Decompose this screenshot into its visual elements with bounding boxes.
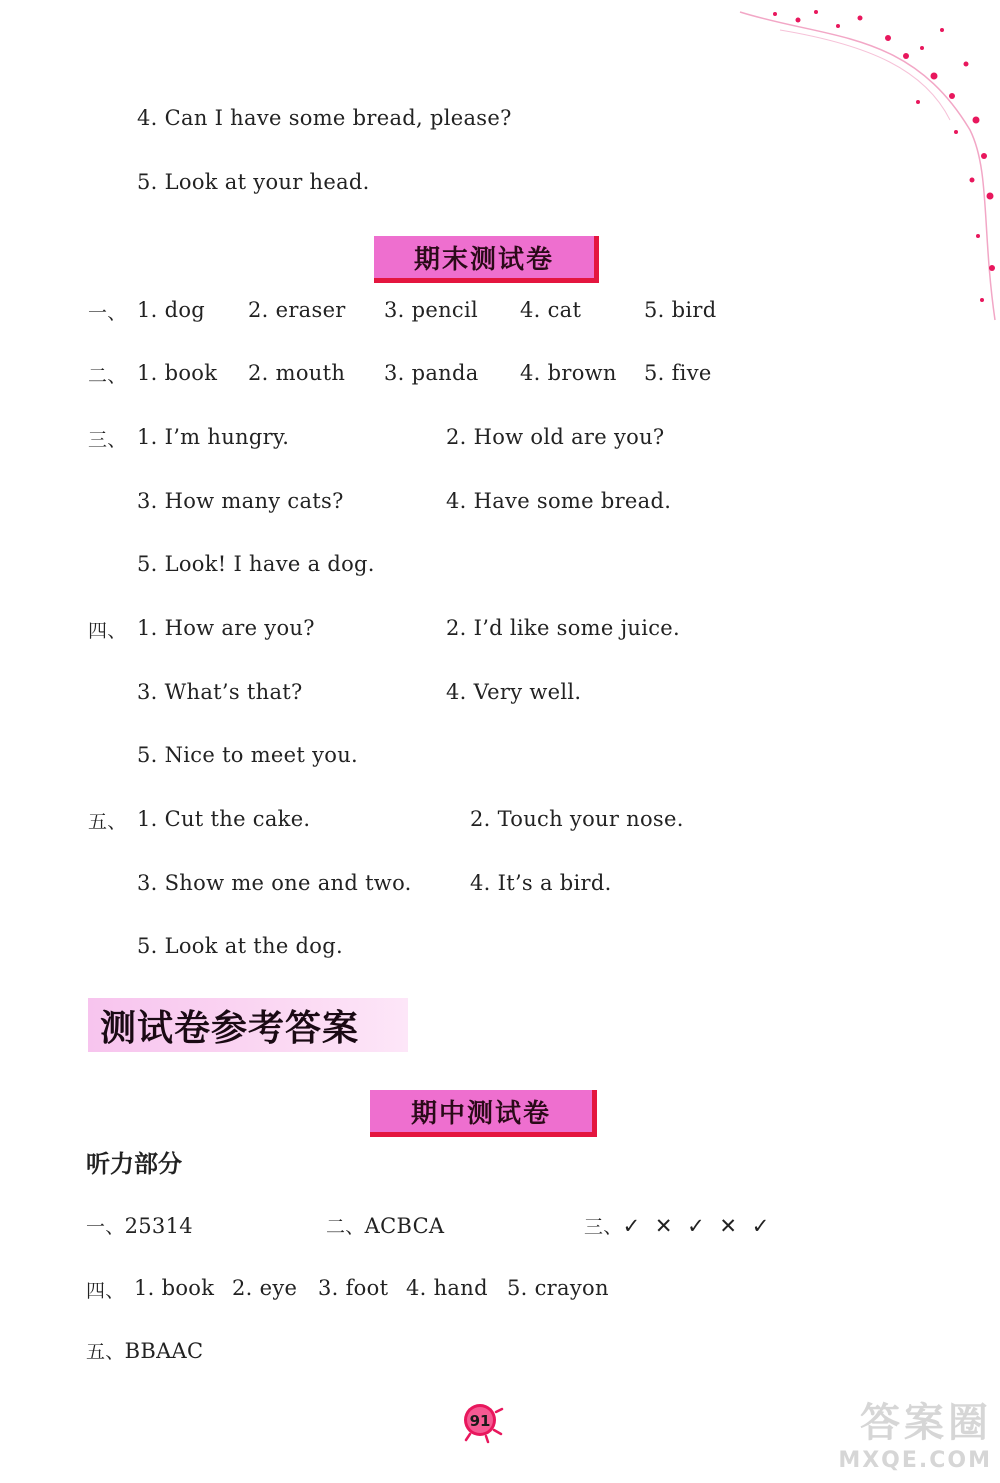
mid-q4-item-2: 2. eye — [232, 1276, 298, 1300]
final-q4-item-4: 4. Very well. — [446, 680, 582, 704]
final-q3-item-2: 2. How old are you? — [446, 425, 665, 449]
final-q5-item-5: 5. Look at the dog. — [137, 934, 343, 958]
final-q2-item-5: 5. five — [644, 361, 712, 385]
answer-text: ACBCA — [364, 1214, 445, 1238]
final-q5-row — [88, 807, 127, 834]
final-q4-item-5: 5. Nice to meet you. — [137, 743, 359, 767]
mid-q3-row — [584, 1212, 773, 1239]
mid-q4-item-5: 5. crayon — [507, 1276, 609, 1300]
watermark-logo — [812, 1391, 992, 1475]
final-exam-banner: 期末测试卷 — [374, 236, 599, 283]
question-label: 三、 — [584, 1216, 623, 1238]
mid-q5-row — [86, 1337, 203, 1364]
question-label: 五、 — [86, 1341, 125, 1363]
final-q3-item-1: 1. I’m hungry. — [137, 425, 290, 449]
final-q2-item-1: 1. book — [137, 361, 218, 385]
final-q5-item-4: 4. It’s a bird. — [470, 871, 612, 895]
question-label: 四、 — [88, 620, 127, 642]
mascot-ball-icon — [460, 1400, 504, 1444]
listening-section-heading: 听力部分 — [86, 1150, 182, 1178]
final-q1-item-4: 4. cat — [520, 298, 582, 322]
midterm-exam-banner: 期中测试卷 — [370, 1090, 597, 1137]
mid-q4-row — [86, 1276, 125, 1303]
final-q2-item-4: 4. brown — [520, 361, 617, 385]
answer-text: BBAAC — [124, 1339, 204, 1363]
final-q4-item-2: 2. I’d like some juice. — [446, 616, 681, 640]
final-q5-item-2: 2. Touch your nose. — [470, 807, 684, 831]
top-line-4 — [137, 106, 512, 130]
question-label: 一、 — [86, 1216, 125, 1238]
item-number: 5. — [137, 170, 158, 194]
final-q1-item-2: 2. eraser — [248, 298, 346, 322]
item-number: 4. — [137, 106, 158, 130]
page-number: 91 — [469, 1412, 491, 1430]
corner-flourish-decoration — [720, 0, 1000, 330]
item-text: Can I have some bread, please? — [164, 106, 512, 130]
final-q3-item-4: 4. Have some bread. — [446, 489, 672, 513]
question-label: 四、 — [86, 1280, 125, 1302]
final-q5-item-1: 1. Cut the cake. — [137, 807, 311, 831]
final-q3-row — [88, 425, 127, 452]
top-line-5 — [137, 170, 370, 194]
question-label: 三、 — [88, 429, 127, 451]
mid-q4-item-4: 4. hand — [406, 1276, 488, 1300]
final-q2-item-3: 3. panda — [384, 361, 479, 385]
answer-text: 25314 — [124, 1214, 193, 1238]
final-q1-item-1: 1. dog — [137, 298, 206, 322]
final-q1-row — [88, 298, 127, 325]
final-q5-item-3: 3. Show me one and two. — [137, 871, 412, 895]
final-q4-row — [88, 616, 127, 643]
final-q3-item-3: 3. How many cats? — [137, 489, 344, 513]
watermark-line2: MXQE.COM — [838, 1448, 992, 1473]
mid-q2-row — [326, 1212, 444, 1239]
final-q2-row — [88, 361, 127, 388]
item-text: Look at your head. — [164, 170, 370, 194]
mid-q4-item-1: 1. book — [134, 1276, 215, 1300]
check-marks: ✓ ✕ ✓ ✕ ✓ — [622, 1214, 774, 1238]
question-label: 五、 — [88, 811, 127, 833]
page-number-badge — [460, 1400, 504, 1444]
watermark-line1: 答案圈 — [860, 1400, 992, 1446]
final-q3-item-5: 5. Look! I have a dog. — [137, 552, 375, 576]
question-label: 二、 — [88, 365, 127, 387]
mid-q1-row — [86, 1212, 193, 1239]
question-label: 一、 — [88, 302, 127, 324]
final-q4-item-3: 3. What’s that? — [137, 680, 303, 704]
final-q2-item-2: 2. mouth — [248, 361, 346, 385]
final-q4-item-1: 1. How are you? — [137, 616, 315, 640]
answer-key-banner: 测试卷参考答案 — [88, 998, 408, 1052]
final-q1-item-5: 5. bird — [644, 298, 717, 322]
mid-q4-item-3: 3. foot — [318, 1276, 389, 1300]
final-q1-item-3: 3. pencil — [384, 298, 479, 322]
question-label: 二、 — [326, 1216, 365, 1238]
